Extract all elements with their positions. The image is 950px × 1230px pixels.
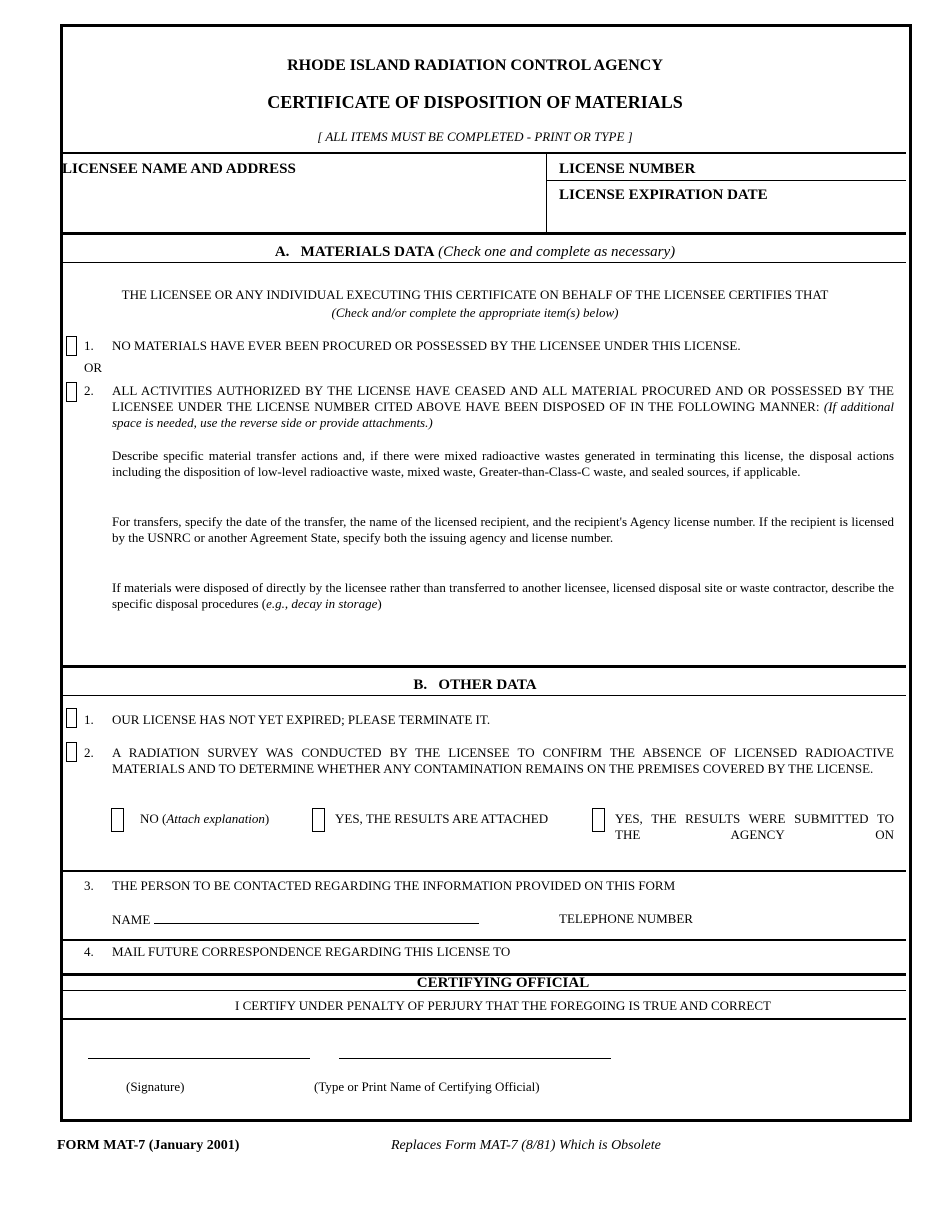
item-number: 1.	[84, 338, 94, 353]
item-b2-text: A RADIATION SURVEY WAS CONDUCTED BY THE LICENSEE TO CONFIRM THE ABSENCE OF LICENSED RADIOACTIVE MATERIALS AND TO DETERMINE WHETHER ANY CONTAMINATION REMAINS ON THE PREMISES COVERED BY THE LICENSE.	[112, 745, 894, 776]
form-instruction: [ ALL ITEMS MUST BE COMPLETED - PRINT OR TYPE ]	[317, 129, 633, 144]
item-number: 2.	[84, 745, 94, 760]
instruction-paragraph: If materials were disposed of directly by the licensee rather than transferred to another licensee, licensed disposal site or waste contractor, describe the specific disposal procedures (e.g., decay in storage)	[112, 580, 894, 611]
form-id: FORM MAT-7 (January 2001)	[57, 1138, 240, 1153]
divider	[60, 665, 906, 668]
form-title: CERTIFICATE OF DISPOSITION OF MATERIALS	[267, 92, 683, 112]
signature-label: (Signature)	[126, 1079, 185, 1094]
section-a-intro-note: (Check and/or complete the appropriate item(s) below)	[331, 305, 619, 320]
item-a1-checkbox[interactable]	[66, 336, 77, 356]
survey-no-checkbox[interactable]	[111, 808, 124, 832]
signature-line[interactable]	[88, 1058, 310, 1059]
section-a-title: A. MATERIALS DATA (Check one and complete as necessary)	[274, 244, 676, 260]
column-divider	[546, 153, 547, 233]
item-number: 3.	[84, 878, 94, 893]
license-number-label: LICENSE NUMBER	[559, 161, 696, 177]
item-b1-text: OUR LICENSE HAS NOT YET EXPIRED; PLEASE TERMINATE IT.	[112, 712, 491, 727]
divider	[60, 1018, 906, 1020]
item-b4-text: MAIL FUTURE CORRESPONDENCE REGARDING THIS LICENSE TO	[112, 944, 511, 959]
agency-name: RHODE ISLAND RADIATION CONTROL AGENCY	[287, 57, 663, 74]
section-b-title: B. OTHER DATA	[413, 677, 537, 693]
certifying-official-title: CERTIFYING OFFICIAL	[416, 976, 590, 990]
telephone-label: TELEPHONE NUMBER	[559, 911, 693, 926]
or-label: OR	[84, 360, 103, 375]
divider	[60, 870, 906, 872]
divider	[60, 990, 906, 991]
divider	[60, 939, 906, 941]
item-number: 4.	[84, 944, 94, 959]
item-b2-checkbox[interactable]	[66, 742, 77, 762]
item-number: 1.	[84, 712, 94, 727]
certification-statement: I CERTIFY UNDER PENALTY OF PERJURY THAT THE FOREGOING IS TRUE AND CORRECT	[235, 998, 771, 1013]
instruction-paragraph: For transfers, specify the date of the transfer, the name of the licensed recipient, and the recipient's Agency license number. If the recipient is licensed by the USNRC or another Agreement State, specify both the issuing agency and license number.	[112, 514, 894, 545]
official-name-line[interactable]	[339, 1058, 611, 1059]
licensee-name-label: LICENSEE NAME AND ADDRESS	[62, 161, 296, 177]
replaces-note: Replaces Form MAT-7 (8/81) Which is Obsolete	[391, 1138, 661, 1153]
license-expiration-label: LICENSE EXPIRATION DATE	[559, 187, 768, 203]
contact-name-field[interactable]: NAME	[112, 911, 479, 928]
instruction-paragraph: Describe specific material transfer actions and, if there were mixed radioactive wastes generated in terminating this license, the disposal actions including the disposition of low-level radioactive waste, mixed waste, Greater-than-Class-C waste, and sealed sources, if applicable.	[112, 448, 894, 479]
divider	[60, 262, 906, 263]
survey-yes-attached-checkbox[interactable]	[312, 808, 325, 832]
divider	[60, 232, 906, 235]
item-number: 2.	[84, 383, 94, 398]
survey-no-label: NO (Attach explanation)	[140, 811, 270, 826]
item-b1-checkbox[interactable]	[66, 708, 77, 728]
official-name-label: (Type or Print Name of Certifying Official)	[314, 1079, 540, 1094]
divider	[60, 152, 906, 154]
section-a-intro: THE LICENSEE OR ANY INDIVIDUAL EXECUTING THIS CERTIFICATE ON BEHALF OF THE LICENSEE CERTIFIES THAT	[121, 287, 829, 302]
survey-yes-submitted-checkbox[interactable]	[592, 808, 605, 832]
item-a1-text: NO MATERIALS HAVE EVER BEEN PROCURED OR POSSESSED BY THE LICENSEE UNDER THIS LICENSE.	[112, 338, 741, 353]
survey-yes-attached-label: YES, THE RESULTS ARE ATTACHED	[335, 811, 549, 826]
survey-yes-submitted-label: YES, THE RESULTS WERE SUBMITTED TO THE AGENCY ON	[615, 811, 894, 842]
divider	[60, 695, 906, 696]
item-a2-text: ALL ACTIVITIES AUTHORIZED BY THE LICENSE HAVE CEASED AND ALL MATERIAL PROCURED AND OR POSSESSED BY THE LICENSEE UNDER THE LICENSE NUMBER CITED ABOVE HAVE BEEN DISPOSED OF IN THE FOLLOWING MANNER: (If additional space is needed, use the reverse side or provide attachments.)	[112, 383, 895, 430]
item-a2-checkbox[interactable]	[66, 382, 77, 402]
divider	[546, 180, 906, 181]
item-b3-text: THE PERSON TO BE CONTACTED REGARDING THE INFORMATION PROVIDED ON THIS FORM	[112, 878, 676, 893]
